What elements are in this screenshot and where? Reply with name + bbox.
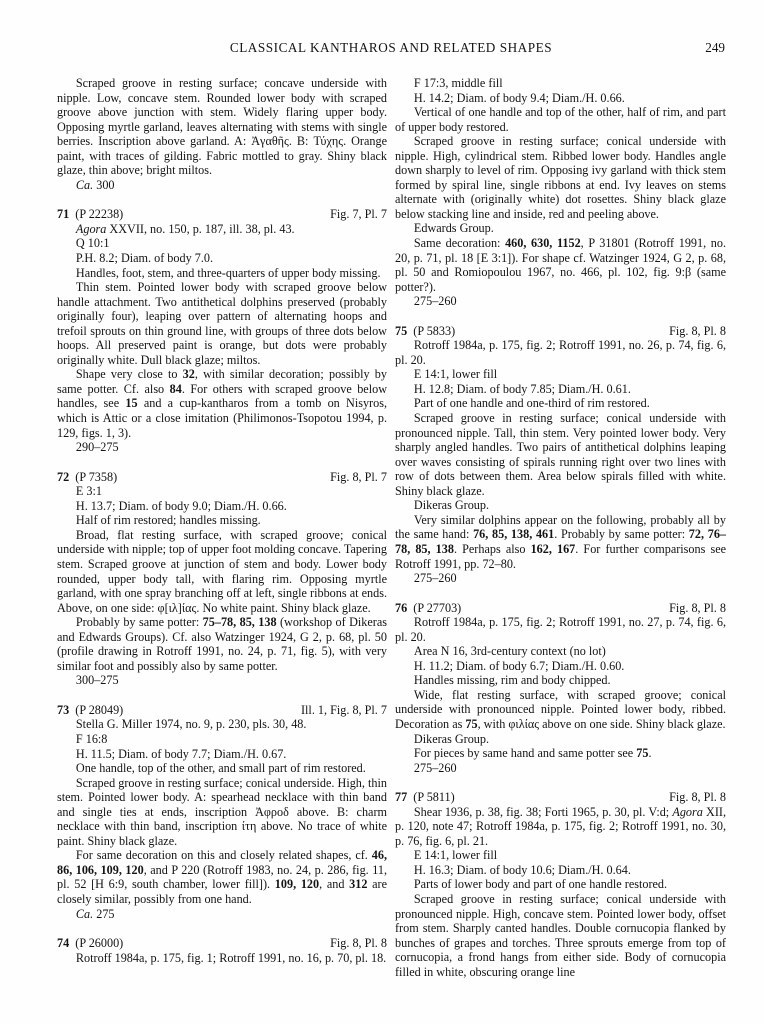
entry-figure-ref: Fig. 8, Pl. 8 [669,600,726,615]
paragraph [395,105,726,134]
paragraph [57,367,387,440]
paragraph [395,688,726,732]
text-segment: P.H. 8.2; Diam. of body 7.0. [75,251,214,266]
paragraph [395,805,726,849]
entry-inventory: (P 27703) [407,600,462,615]
paragraph [57,761,387,776]
text-segment: 76, 85, 138, 461 [473,527,555,542]
paragraph [57,951,387,966]
entry-number: 76 [395,600,408,615]
paragraph [395,746,726,761]
text-segment: Rotroff 1984a, p. 175, fig. 2; Rotroff 1991, no. 26, p. 74, fig. 6, pl. 20. [395,338,726,367]
paragraph [57,266,387,281]
page-header [57,40,725,58]
entry-id [57,470,117,485]
text-segment: Rotroff 1984a, p. 175, fig. 1; Rotroff 1991, no. 16, p. 70, pl. 18. [75,950,387,965]
paragraph [395,877,726,892]
paragraph [395,732,726,747]
text-segment: Same decoration: [413,236,506,251]
text-segment: 300 [93,177,115,192]
text-segment: Scraped groove in resting surface; conical underside with pronounced nipple. Tall, thin stem. Very pointed lower body. Very sharply angled handles. Two pairs of antithetical dolphins leaping over waves consisting of spirals running right over two lines with row of dots between them. Area below spirals filled with white. Shiny black glaze. [395,411,726,498]
text-segment: Broad, flat resting surface, with scraped groove; conical underside with nipple; top of upper foot molding concave. Tapering stem. Scraped groove at junction of stem and body. Lower body rounded, upper body tall, with flaring rim. Opposing myrtle garland, with one spray branching off at left, single ribbons at ends. Above, on one side: φ[ιλ]ίας. No white paint. Shiny black glaze. [57,527,387,615]
entry-inventory: (P 26000) [69,936,124,951]
paragraph [57,673,387,688]
text-segment: Scraped groove in resting surface; conical underside with pronounced nipple. High, concave stem. Pointed lower body, offset from stem. Sharply canted handles. Double cornucopia flanked by bunches of grapes and torches. Three sprouts emerge from top of cornucopia, a frond hangs from either side. Body of cornucopia filled in white, obscuring orange line [395,891,726,979]
text-segment: 32 [182,367,195,382]
text-segment: Vertical of one handle and top of the other, half of rim, and part of upper body restored. [395,105,726,134]
paragraph [395,644,726,659]
entry-id [57,207,123,222]
paragraph [57,251,387,266]
text-segment: XXVII, no. 150, p. 187, ill. 38, pl. 43. [106,221,295,236]
paragraph [57,178,387,193]
text-segment: . Perhaps also [453,541,531,556]
paragraph [395,396,726,411]
entry-number: 72 [57,469,70,484]
entry-id [395,601,461,616]
text-segment: Scraped groove in resting surface; conical underside with nipple. High, cylindrical stem. Ribbed lower body. Handles angle down sharply to level of rim. Opposing ivy garland with thick stem formed by spiral line, single ribbons at end. Ivy leaves on stems alternate with (originally white) dot rosettes. Shiny black glaze below stacking line and inside, red and peeling above. [395,134,726,221]
text-segment: Probably by same potter: [75,615,203,630]
entry-number: 77 [395,790,408,805]
text-segment: , P 31801 (Rotroff 1991, no. 20, p. 71, pl. 18 [E 3:1]). For shape cf. Watzinger 1924, G 2, p. 68, pl. 50 and Romiopoulou 1967, no. 466, pl. 102, fig. 9:β (same potter?). [395,236,727,294]
entry-id [57,703,123,718]
entry-figure-ref: Fig. 8, Pl. 8 [669,790,726,805]
text-segment: For same decoration on this and closely related shapes, cf. [75,848,372,863]
entry-id [395,790,455,805]
paragraph [57,528,387,615]
entry-figure-ref: Fig. 8, Pl. 7 [330,469,387,484]
paragraph [395,761,726,776]
text-segment: XII, p. 120, note 47; Rotroff 1984a, p. 175, fig. 2; Rotroff 1991, no. 30, p. 76, fig. 6, pl. 21. [395,804,726,848]
text-segment: H. 11.2; Diam. of body 6.7; Diam./H. 0.60. [413,658,625,673]
paragraph [395,498,726,513]
paragraph [395,382,726,397]
paragraph [395,367,726,382]
text-segment: . Probably by same potter: [554,527,689,542]
text-segment: 162, 167 [530,541,576,556]
paragraph [395,411,726,498]
text-segment: are closely similar, possibly from one hand. [57,877,387,906]
text-segment: Agora [672,804,703,819]
text-segment: Scraped groove in resting surface; conical underside. High, thin stem. Pointed lower body. A: spearhead necklace with thin band and single ties at ends, inscription Ἀφροδ above. B: charm necklace with thin band, inscription ίτη above. No trace of white paint. Shiny black glaze. [57,775,387,848]
text-segment: Part of one handle and one-third of rim restored. [413,396,650,411]
paragraph [57,222,387,237]
text-segment: Ca. [75,906,94,921]
text-segment: Wide, flat resting surface, with scraped groove; conical underside with pronounced nipple. Pointed lower body, ribbed. Decoration as [395,687,726,731]
text-segment: F 17:3, middle fill [413,76,503,90]
paragraph [57,499,387,514]
entry-inventory: (P 28049) [69,702,124,717]
text-segment: 312 [349,877,368,892]
text-segment: F 16:8 [75,731,108,746]
text-segment: 275–260 [413,760,457,775]
entry-number: 73 [57,702,70,717]
paragraph [57,615,387,673]
entry-inventory: (P 22238) [69,207,124,222]
paragraph [57,747,387,762]
running-title: CLASSICAL KANTHAROS AND RELATED SHAPES [229,40,553,55]
text-segment: E 14:1, lower fill [413,367,498,382]
entry-inventory: (P 7358) [69,469,118,484]
entry-header [57,207,387,222]
text-segment: Dikeras Group. [413,731,490,746]
entry-figure-ref: Fig. 8, Pl. 8 [330,936,387,951]
text-segment: 460, 630, 1152 [505,236,581,251]
text-segment: 300–275 [75,673,119,688]
text-segment: Edwards Group. [413,221,494,236]
text-segment: Thin stem. Pointed lower body with scraped groove below handle attachment. Two antithetical dolphins preserved (probably originally four), leaping over pattern of alternating hoops and trefoil sprouts on thin ground line, with groups of three dots below hoops. All preserved paint is orange, but dots were probably originally white. Dull black glaze; miltos. [57,280,387,367]
text-segment: H. 14.2; Diam. of body 9.4; Diam./H. 0.66. [413,90,625,105]
column-left [57,76,387,965]
text-segment: 72, 76–78, 85, 138 [395,527,727,556]
text-segment: and a cup-kantharos from a tomb on Nisyros, which is Attic or a close imitation (Philimonos-Tsopotou 1994, p. 129, figs. 1, 3). [57,396,388,440]
paragraph [395,236,726,294]
paragraph [57,280,387,367]
text-segment: , and [319,877,350,892]
paragraph [57,236,387,251]
text-segment: H. 16.3; Diam. of body 10.6; Diam./H. 0.64. [413,862,631,877]
text-segment: Q 10:1 [75,236,110,251]
paragraph [395,513,726,571]
text-segment: Half of rim restored; handles missing. [75,513,261,528]
text-segment: 275 [93,906,115,921]
entry-header [57,936,387,951]
entry-header [395,790,726,805]
text-segment: Very similar dolphins appear on the following, probably all by the same hand: [395,512,726,542]
text-segment: . For further comparisons see Rotroff 1991, pp. 72–80. [395,541,727,571]
paragraph [57,848,387,906]
column-right [395,76,726,979]
entry-figure-ref: Ill. 1, Fig. 8, Pl. 7 [300,702,387,717]
entry-figure-ref: Fig. 7, Pl. 7 [330,207,387,222]
text-segment: H. 12.8; Diam. of body 7.85; Diam./H. 0.61. [413,381,631,396]
text-segment: Rotroff 1984a, p. 175, fig. 2; Rotroff 1991, no. 27, p. 74, fig. 6, pl. 20. [395,615,726,644]
entry-number: 75 [395,323,408,338]
text-segment: , with similar decoration; possibly by same potter. Cf. also [57,367,387,396]
text-segment: . [648,746,652,761]
text-segment: For pieces by same hand and same potter see [413,746,637,761]
paragraph [57,732,387,747]
text-segment: Dikeras Group. [413,498,490,513]
text-segment: 75–78, 85, 138 [202,615,277,630]
paragraph [395,615,726,644]
entry-header [57,470,387,485]
paragraph [395,221,726,236]
text-segment: , with φιλίας above on one side. Shiny black glaze. [477,716,726,731]
text-segment: 15 [125,396,138,411]
paragraph [395,338,726,367]
text-segment: Handles, foot, stem, and three-quarters of upper body missing. [75,265,381,280]
entry-figure-ref: Fig. 8, Pl. 8 [669,323,726,338]
paragraph [395,91,726,106]
text-segment: (workshop of Dikeras and Edwards Groups). Cf. also Watzinger 1924, G 2, p. 68, pl. 50 (profile drawing in Rotroff 1991, no. 24, p. 71, fig. 5), with very similar foot and possibly also by same potter. [57,615,388,673]
text-segment: Shape very close to [75,367,183,382]
text-segment: . For others with scraped groove below handles, see [57,381,387,411]
text-segment: Area N 16, 3rd-century context (no lot) [413,644,606,659]
text-segment: Stella G. Miller 1974, no. 9, p. 230, pls. 30, 48. [75,717,307,732]
paragraph [57,907,387,922]
text-segment: 109, 120 [274,877,320,892]
text-segment: Scraped groove in resting surface; concave underside with nipple. Low, concave stem. Rounded lower body with scraped groove above junction with stem. Widely flaring upper body. Opposing myrtle garland, leaves alternating with stems with single berries. Inscription above garland. A: Ἀγαθῆς. B: Τύχης. Orange paint, with traces of gilding. Fabric mottled to gray. Shiny black glaze, thin above; bright miltos. [57,76,387,178]
text-segment: 290–275 [75,440,119,455]
text-segment: 75 [465,716,478,731]
paragraph [57,717,387,732]
entry-header [395,324,726,339]
paragraph [57,484,387,499]
paragraph [57,440,387,455]
entry-id [57,936,123,951]
text-segment: Ca. [75,177,94,192]
paragraph [395,76,726,91]
text-segment: 275–260 [413,294,457,309]
paragraph [57,513,387,528]
page-number: 249 [705,40,725,55]
entry-inventory: (P 5811) [407,790,455,805]
text-segment: 46, 86, 106, 109, 120 [57,848,387,877]
text-segment: Agora [75,221,107,236]
text-segment: 84 [169,381,182,396]
text-segment: , and P 220 (Rotroff 1983, no. 24, p. 286, fig. 11, pl. 52 [H 6:9, south chamber, lower fill]). [57,862,387,892]
text-segment: H. 13.7; Diam. of body 9.0; Diam./H. 0.66. [75,498,287,513]
entry-header [57,703,387,718]
paragraph [57,76,387,178]
paragraph [395,571,726,586]
paragraph [395,659,726,674]
entry-id [395,324,455,339]
entry-header [395,601,726,616]
text-segment: Shear 1936, p. 38, fig. 38; Forti 1965, p. 30, pl. V:d; [413,804,673,819]
text-segment: One handle, top of the other, and small part of rim restored. [75,761,366,776]
entry-inventory: (P 5833) [407,323,456,338]
paragraph [57,776,387,849]
paragraph [395,134,726,221]
entry-number: 74 [57,936,70,951]
paragraph [395,892,726,979]
paragraph [395,848,726,863]
text-segment: 75 [636,746,649,761]
text-segment: E 3:1 [75,484,102,499]
paragraph [395,673,726,688]
paragraph [395,294,726,309]
text-segment: Handles missing, rim and body chipped. [413,673,611,688]
text-segment: H. 11.5; Diam. of body 7.7; Diam./H. 0.67. [75,746,287,761]
text-segment: 275–260 [413,571,457,586]
text-segment: E 14:1, lower fill [413,848,498,863]
text-segment: Parts of lower body and part of one handle restored. [413,877,668,892]
entry-number: 71 [57,207,70,222]
paragraph [395,863,726,878]
